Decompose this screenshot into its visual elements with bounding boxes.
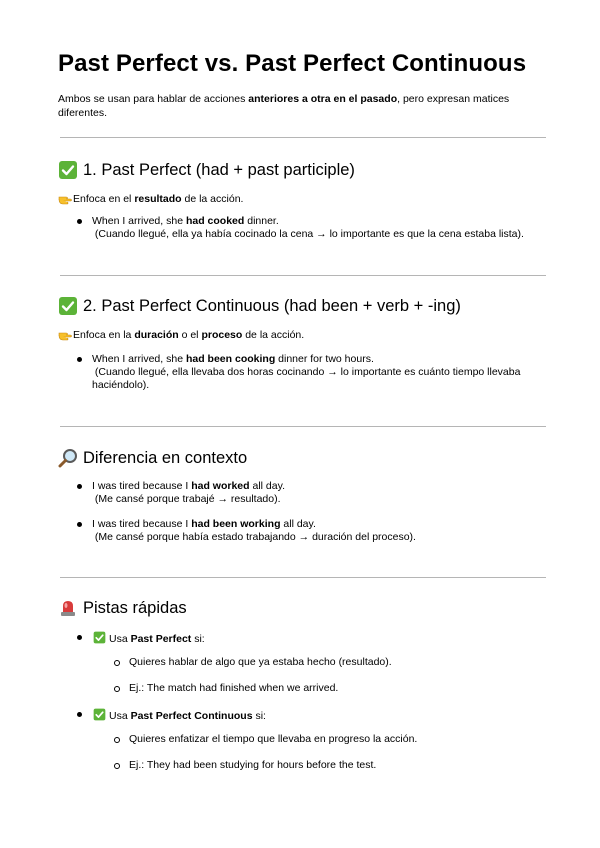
bullet-dot xyxy=(77,357,82,362)
context-text: I was tired because I xyxy=(92,480,192,492)
list-item-context xyxy=(92,518,562,544)
bullet-dot xyxy=(77,484,82,489)
intro-text: Ambos se usan para hablar de acciones xyxy=(58,93,249,105)
section-heading-quick-tips xyxy=(58,598,187,618)
divider xyxy=(60,137,546,138)
bullet-dot xyxy=(77,522,82,527)
tip-text-end: si: xyxy=(252,710,266,722)
backhand-index-pointing-right-icon xyxy=(58,329,72,341)
list-item-context xyxy=(92,480,562,506)
divider xyxy=(60,426,546,427)
section-heading-text: Diferencia en contexto xyxy=(83,448,248,467)
example-text-end: dinner. xyxy=(244,215,279,227)
lead-bold-text: resultado xyxy=(134,193,182,205)
list-item-example xyxy=(92,353,562,392)
sub-list-item: Ej.: They had been studying for hours before the test. xyxy=(129,759,377,771)
backhand-index-pointing-right-icon xyxy=(58,193,72,205)
list-item-tip xyxy=(93,708,266,723)
context-text: I was tired because I xyxy=(92,518,192,530)
bullet-dot xyxy=(77,635,82,640)
section-heading-past-perfect xyxy=(58,160,355,180)
tip-bold-text: Past Perfect xyxy=(130,633,192,645)
example-translation: (Cuando llegué, ella ya había cocinado la cena → lo importante es que la cena estaba lista). xyxy=(94,228,524,240)
lead-bold-text: duración xyxy=(134,329,179,341)
example-text-end: dinner for two hours. xyxy=(275,353,374,365)
lead-text: Enfoca en el xyxy=(73,193,132,205)
context-text-end: all day. xyxy=(249,480,285,492)
example-text: When I arrived, she xyxy=(92,215,186,227)
list-item-tip xyxy=(93,631,205,646)
context-text-end: all day. xyxy=(280,518,316,530)
magnifying-glass-icon xyxy=(58,448,78,468)
check-mark-button-icon xyxy=(58,160,78,180)
section-lead xyxy=(58,328,304,342)
section-heading-past-perfect-continuous xyxy=(58,296,461,316)
lead-text-end: de la acción. xyxy=(184,193,244,205)
check-mark-button-icon xyxy=(93,708,106,721)
tip-text: Usa xyxy=(109,633,131,645)
sub-bullet-circle xyxy=(114,737,120,743)
sub-list-item: Quieres enfatizar el tiempo que llevaba en progreso la acción. xyxy=(129,733,418,745)
section-heading-text: Pistas rápidas xyxy=(83,598,187,617)
list-item-example xyxy=(92,215,562,241)
divider xyxy=(60,577,546,578)
tip-text: Usa xyxy=(109,710,131,722)
intro-text-end: , pero expresan matices diferentes. xyxy=(58,93,510,119)
section-heading-text: 1. Past Perfect (had + past participle) xyxy=(83,160,355,179)
intro-bold-text: anteriores a otra en el pasado xyxy=(248,93,398,105)
lead-bold-text: proceso xyxy=(201,329,243,341)
example-bold-text: had been cooking xyxy=(185,353,276,365)
lead-text: o el xyxy=(181,329,199,341)
sub-bullet-circle xyxy=(114,686,120,692)
check-mark-button-icon xyxy=(58,296,78,316)
section-heading-context xyxy=(58,448,247,468)
page-title: Past Perfect vs. Past Perfect Continuous xyxy=(58,50,527,77)
example-translation: (Cuando llegué, ella llevaba dos horas cocinando → lo importante es cuánto tiempo llevaba xyxy=(94,366,521,378)
bullet-dot xyxy=(77,712,82,717)
context-translation: (Me cansé porque había estado trabajando → duración del proceso). xyxy=(94,531,416,543)
context-translation: (Me cansé porque trabajé → resultado). xyxy=(94,493,281,505)
check-mark-button-icon xyxy=(93,631,106,644)
section-heading-text: 2. Past Perfect Continuous (had been + verb + -ing) xyxy=(83,296,461,315)
context-bold-text: had worked xyxy=(191,480,250,492)
tip-text-end: si: xyxy=(191,633,205,645)
section-lead xyxy=(58,192,243,206)
sub-list-item: Ej.: The match had finished when we arrived. xyxy=(129,682,339,694)
lead-text: Enfoca en la xyxy=(73,329,132,341)
context-bold-text: had been working xyxy=(191,518,281,530)
police-car-light-icon xyxy=(58,598,78,618)
divider xyxy=(60,275,546,276)
sub-bullet-circle xyxy=(114,763,120,769)
sub-bullet-circle xyxy=(114,660,120,666)
example-bold-text: had cooked xyxy=(185,215,245,227)
lead-text-end: de la acción. xyxy=(245,329,305,341)
example-text: When I arrived, she xyxy=(92,353,186,365)
bullet-dot xyxy=(77,219,82,224)
tip-bold-text: Past Perfect Continuous xyxy=(130,710,253,722)
intro-paragraph xyxy=(58,92,548,120)
sub-list-item: Quieres hablar de algo que ya estaba hecho (resultado). xyxy=(129,656,392,668)
example-translation-cont: haciéndolo). xyxy=(92,379,150,391)
